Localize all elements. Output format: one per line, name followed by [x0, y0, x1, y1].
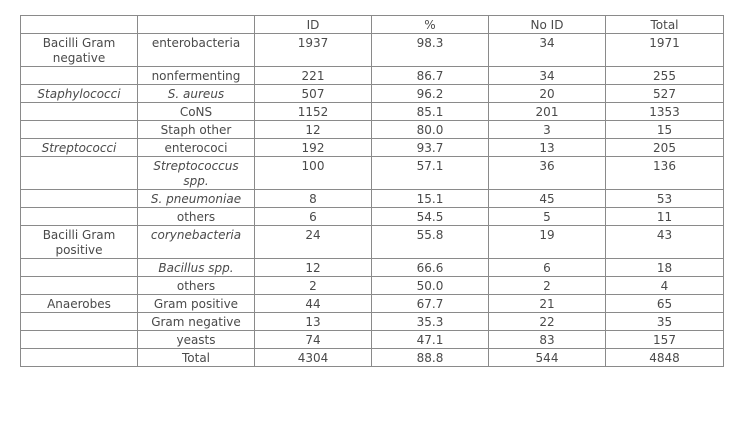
table-row [21, 208, 724, 226]
group-cell [21, 208, 138, 226]
id-cell: 507 [255, 85, 372, 103]
organism-cell: CoNS [138, 103, 255, 121]
percent-cell: 50.0 [372, 277, 489, 295]
table-row [21, 34, 724, 67]
percent-cell: 96.2 [372, 85, 489, 103]
group-cell [21, 103, 138, 121]
organism-cell: enterococi [138, 139, 255, 157]
total-cell: 1971 [606, 34, 724, 67]
percent-cell: 57.1 [372, 157, 489, 190]
total-cell: 205 [606, 139, 724, 157]
percent-cell: 15.1 [372, 190, 489, 208]
total-cell: 65 [606, 295, 724, 313]
group-cell [21, 331, 138, 349]
group-cell: Anaerobes [21, 295, 138, 313]
id-cell: 2 [255, 277, 372, 295]
organism-cell: nonfermenting [138, 67, 255, 85]
total-cell: 18 [606, 259, 724, 277]
organism-cell: Gram negative [138, 313, 255, 331]
table-body [21, 34, 724, 367]
table-row [21, 67, 724, 85]
no-id-cell: 34 [489, 67, 606, 85]
table-row [21, 331, 724, 349]
group-cell: Staphylococci [21, 85, 138, 103]
group-cell [21, 313, 138, 331]
total-cell: 1353 [606, 103, 724, 121]
header-cell-percent: % [372, 16, 489, 34]
id-cell: 13 [255, 313, 372, 331]
no-id-cell: 3 [489, 121, 606, 139]
organism-cell: Gram positive [138, 295, 255, 313]
total-cell: 136 [606, 157, 724, 190]
no-id-cell: 45 [489, 190, 606, 208]
group-cell: Streptococci [21, 139, 138, 157]
percent-cell: 35.3 [372, 313, 489, 331]
percent-cell: 93.7 [372, 139, 489, 157]
id-cell: 4304 [255, 349, 372, 367]
no-id-cell: 201 [489, 103, 606, 121]
no-id-cell: 19 [489, 226, 606, 259]
organism-cell: others [138, 208, 255, 226]
no-id-cell: 544 [489, 349, 606, 367]
organism-cell: corynebacteria [138, 226, 255, 259]
total-cell: 11 [606, 208, 724, 226]
no-id-cell: 34 [489, 34, 606, 67]
id-cell: 12 [255, 121, 372, 139]
no-id-cell: 20 [489, 85, 606, 103]
group-cell [21, 349, 138, 367]
organism-cell: Bacillus spp. [138, 259, 255, 277]
total-cell: 255 [606, 67, 724, 85]
organism-cell: Staph other [138, 121, 255, 139]
id-cell: 1152 [255, 103, 372, 121]
percent-cell: 47.1 [372, 331, 489, 349]
percent-cell: 98.3 [372, 34, 489, 67]
total-cell: 53 [606, 190, 724, 208]
percent-cell: 66.6 [372, 259, 489, 277]
id-cell: 221 [255, 67, 372, 85]
total-cell: 43 [606, 226, 724, 259]
group-cell [21, 67, 138, 85]
results-table [20, 15, 724, 367]
total-cell: 4848 [606, 349, 724, 367]
group-cell [21, 259, 138, 277]
table-row [21, 190, 724, 208]
percent-cell: 55.8 [372, 226, 489, 259]
id-cell: 12 [255, 259, 372, 277]
table-row [21, 349, 724, 367]
organism-cell: S. pneumoniae [138, 190, 255, 208]
organism-cell: enterobacteria [138, 34, 255, 67]
id-cell: 6 [255, 208, 372, 226]
header-row [21, 16, 724, 34]
total-cell: 527 [606, 85, 724, 103]
id-cell: 1937 [255, 34, 372, 67]
header-cell-group [21, 16, 138, 34]
no-id-cell: 36 [489, 157, 606, 190]
id-cell: 192 [255, 139, 372, 157]
group-cell: Bacilli Gram negative [21, 34, 138, 67]
table-row [21, 85, 724, 103]
group-cell: Bacilli Gram positive [21, 226, 138, 259]
table-row [21, 295, 724, 313]
header-cell-no-id: No ID [489, 16, 606, 34]
table-row [21, 226, 724, 259]
header-cell-id: ID [255, 16, 372, 34]
percent-cell: 54.5 [372, 208, 489, 226]
table-row [21, 313, 724, 331]
percent-cell: 67.7 [372, 295, 489, 313]
total-cell: 157 [606, 331, 724, 349]
header-cell-total: Total [606, 16, 724, 34]
organism-cell: Streptococcus spp. [138, 157, 255, 190]
id-cell: 24 [255, 226, 372, 259]
group-cell [21, 277, 138, 295]
no-id-cell: 6 [489, 259, 606, 277]
table-row [21, 157, 724, 190]
id-cell: 44 [255, 295, 372, 313]
group-cell [21, 157, 138, 190]
percent-cell: 88.8 [372, 349, 489, 367]
organism-cell: yeasts [138, 331, 255, 349]
organism-cell: others [138, 277, 255, 295]
id-cell: 100 [255, 157, 372, 190]
id-cell: 74 [255, 331, 372, 349]
organism-cell: S. aureus [138, 85, 255, 103]
id-cell: 8 [255, 190, 372, 208]
percent-cell: 85.1 [372, 103, 489, 121]
no-id-cell: 5 [489, 208, 606, 226]
no-id-cell: 21 [489, 295, 606, 313]
no-id-cell: 13 [489, 139, 606, 157]
table-row [21, 259, 724, 277]
no-id-cell: 83 [489, 331, 606, 349]
total-cell: 35 [606, 313, 724, 331]
organism-cell: Total [138, 349, 255, 367]
no-id-cell: 2 [489, 277, 606, 295]
total-cell: 15 [606, 121, 724, 139]
table-row [21, 277, 724, 295]
no-id-cell: 22 [489, 313, 606, 331]
header-cell-organism [138, 16, 255, 34]
table-row [21, 103, 724, 121]
percent-cell: 86.7 [372, 67, 489, 85]
group-cell [21, 190, 138, 208]
table-row [21, 139, 724, 157]
total-cell: 4 [606, 277, 724, 295]
table-row [21, 121, 724, 139]
percent-cell: 80.0 [372, 121, 489, 139]
group-cell [21, 121, 138, 139]
